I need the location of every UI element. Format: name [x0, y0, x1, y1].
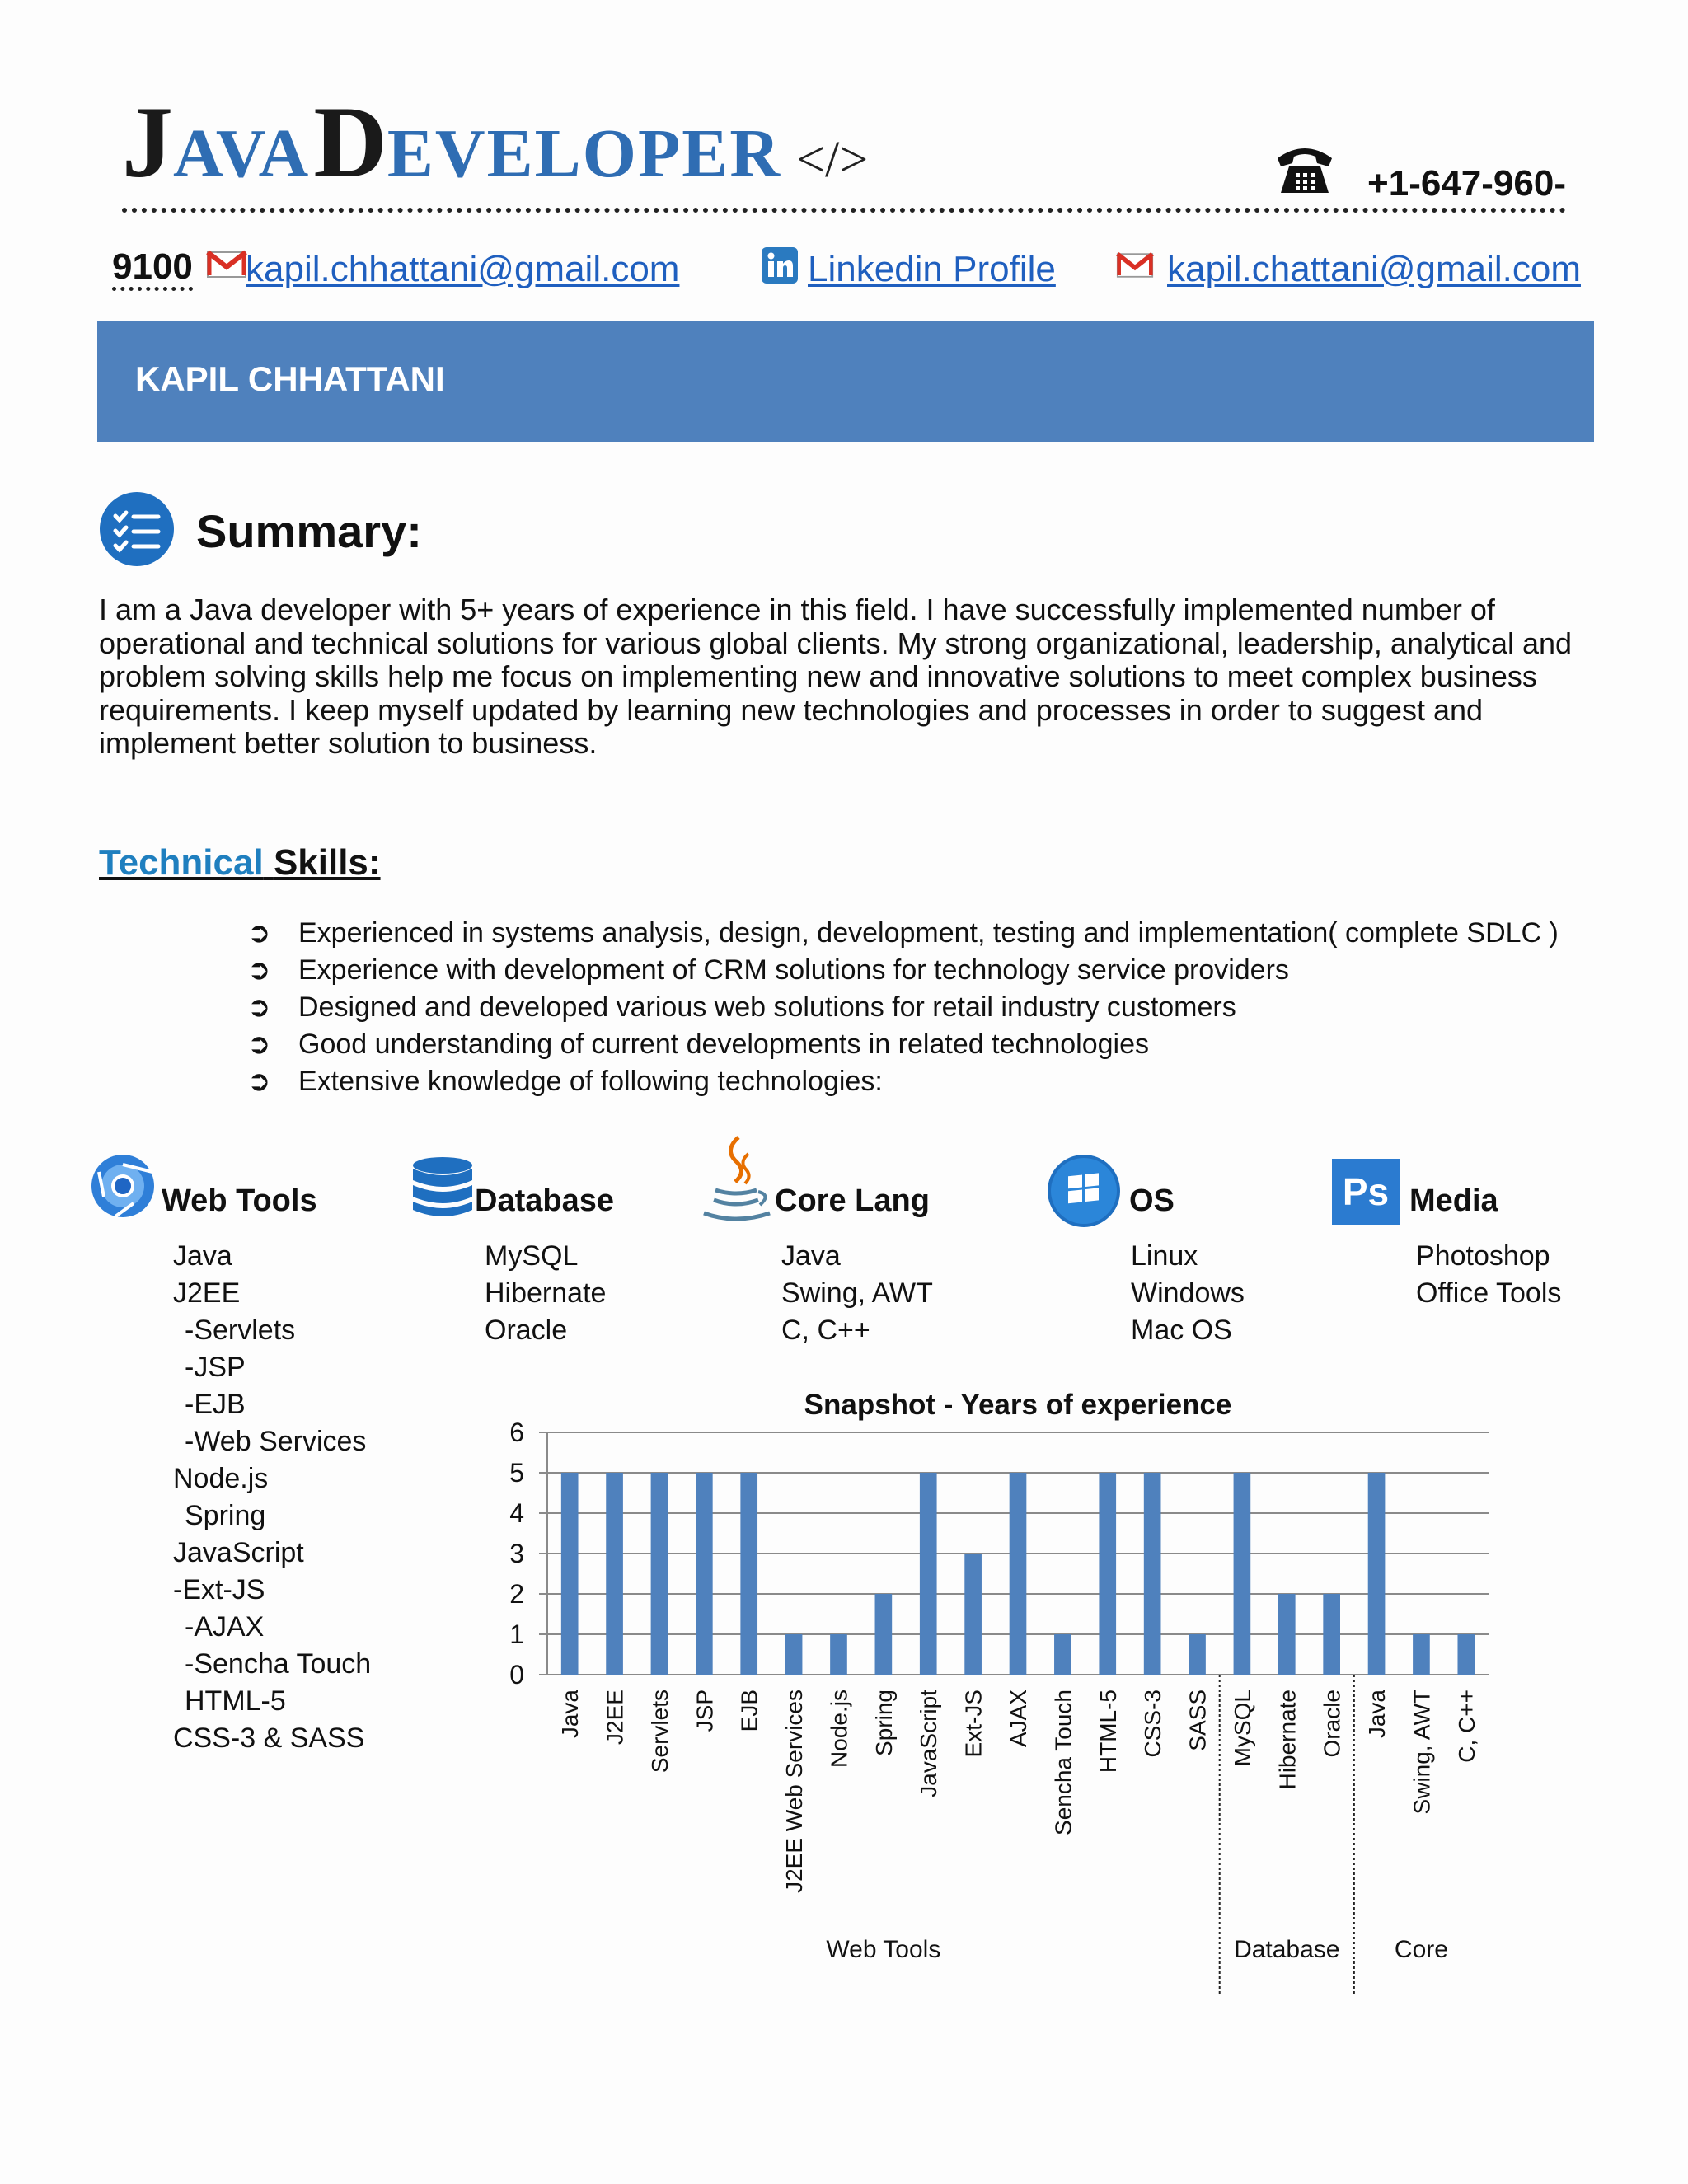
- chart-title: Snapshot - Years of experience: [804, 1389, 1232, 1421]
- bar: [606, 1473, 623, 1675]
- title-rest-developer: EVELOPER: [387, 115, 781, 192]
- y-tick-label: 6: [509, 1418, 524, 1447]
- list-item: -Sencha Touch: [185, 1648, 372, 1680]
- email-link-secondary[interactable]: kapil.chattani@gmail.com: [1167, 249, 1581, 289]
- bar: [740, 1473, 757, 1675]
- x-tick-label: JSP: [692, 1690, 718, 1732]
- x-tick-label: Java: [557, 1690, 584, 1739]
- list-item: HTML-5: [185, 1685, 286, 1717]
- list-item: Linux: [1131, 1240, 1198, 1272]
- category-os: OS: [1129, 1183, 1175, 1218]
- list-item: ➲ Designed and developed various web solutions for retail industry customers: [247, 989, 1559, 1026]
- bar: [696, 1473, 713, 1675]
- name-banner: [97, 321, 1594, 442]
- page-title: [122, 84, 868, 201]
- phone-number-tail: 9100: [112, 247, 193, 291]
- arrow-bullet-icon: ➲: [247, 954, 271, 986]
- y-tick-label: 4: [509, 1498, 524, 1528]
- list-item: Swing, AWT: [781, 1277, 933, 1309]
- x-tick-label: JavaScript: [916, 1690, 942, 1797]
- y-tick-label: 3: [509, 1539, 524, 1568]
- group-label: Database: [1234, 1936, 1340, 1963]
- arrow-bullet-icon: ➲: [247, 1029, 271, 1060]
- list-item: Windows: [1131, 1277, 1245, 1309]
- chart-svg: [462, 1385, 1500, 1994]
- svg-text:Ps: Ps: [1342, 1170, 1390, 1213]
- phone-number: +1-647-960-: [1367, 163, 1566, 204]
- x-tick-label: Oracle: [1319, 1690, 1345, 1758]
- list-item: -Servlets: [185, 1315, 296, 1346]
- title-bar: [122, 86, 1566, 213]
- title-rest-java: AVA: [173, 115, 311, 192]
- heading-skills: Skills:: [273, 842, 381, 883]
- bar: [964, 1554, 982, 1675]
- bar: [1323, 1594, 1340, 1675]
- title-initial-d: D: [313, 86, 387, 199]
- list-item: -EJB: [185, 1389, 246, 1420]
- core-lang-list: [781, 1238, 933, 1349]
- list-item: Photoshop: [1416, 1240, 1550, 1272]
- x-tick-label: Hibernate: [1274, 1690, 1301, 1790]
- list-item: Mac OS: [1131, 1315, 1232, 1346]
- list-item: Java: [173, 1240, 232, 1272]
- list-item: JavaScript: [173, 1537, 304, 1568]
- list-item: J2EE: [173, 1277, 241, 1309]
- bar: [1054, 1634, 1071, 1675]
- linkedin-profile-link[interactable]: Linkedin Profile: [808, 249, 1056, 289]
- list-item: -AJAX: [185, 1611, 265, 1643]
- x-tick-label: MySQL: [1229, 1690, 1255, 1767]
- x-tick-label: HTML-5: [1095, 1690, 1121, 1774]
- email-link-primary[interactable]: kapil.chhattani@gmail.com: [246, 249, 680, 289]
- summary-heading: Summary:: [196, 505, 422, 557]
- category-core-lang: Core Lang: [775, 1183, 930, 1218]
- list-item: -Ext-JS: [173, 1574, 265, 1605]
- photoshop-icon: [1332, 1159, 1400, 1225]
- arrow-bullet-icon: ➲: [247, 991, 271, 1023]
- x-tick-label: SASS: [1184, 1690, 1211, 1751]
- bar: [1010, 1473, 1027, 1675]
- group-label: Core: [1394, 1936, 1448, 1963]
- x-tick-label: AJAX: [1006, 1690, 1031, 1748]
- x-tick-label: C, C++: [1453, 1690, 1479, 1763]
- telephone-icon: [1274, 142, 1335, 196]
- summary-paragraph: I am a Java developer with 5+ years of experience in this field. I have successfully implemented number of operational and technical solutions for various global clients. My strong organizational, leadership, analytical and problem solving skills help me focus on implementing new and innovative solutions to meet complex business requirements. I keep myself updated by learning new technologies and processes in order to suggest and implement better solution to business.: [99, 593, 1573, 760]
- media-list: [1416, 1238, 1561, 1312]
- category-media: Media: [1409, 1183, 1498, 1218]
- category-database: Database: [475, 1183, 614, 1218]
- code-tag: </>: [796, 132, 869, 188]
- group-label: Web Tools: [826, 1936, 941, 1963]
- windows-icon: [1047, 1154, 1121, 1228]
- x-tick-label: CSS-3: [1140, 1690, 1166, 1758]
- arrow-bullet-icon: ➲: [247, 917, 271, 949]
- candidate-name: KAPIL CHHATTANI: [135, 359, 445, 398]
- database-list: [485, 1238, 606, 1349]
- title-initial-j: J: [122, 86, 173, 199]
- y-tick-label: 1: [509, 1619, 524, 1649]
- x-tick-label: J2EE: [602, 1690, 628, 1745]
- bar: [1278, 1594, 1296, 1675]
- x-tick-label: Java: [1364, 1690, 1390, 1739]
- skills-bullet-list: [247, 915, 1559, 1100]
- x-tick-label: Servlets: [646, 1690, 673, 1774]
- list-item: ➲ Experienced in systems analysis, design, development, testing and implementation( complete SDLC ): [247, 915, 1559, 952]
- bar: [1189, 1634, 1206, 1675]
- web-tools-list: [173, 1238, 371, 1757]
- list-item: ➲ Extensive knowledge of following technologies:: [247, 1063, 1559, 1100]
- list-item: Java: [781, 1240, 841, 1272]
- heading-technical: Technical: [99, 842, 264, 883]
- experience-chart: [462, 1385, 1500, 1994]
- list-item: C, C++: [781, 1315, 870, 1346]
- bar: [1368, 1473, 1386, 1675]
- x-tick-label: Ext-JS: [960, 1690, 987, 1758]
- list-item: MySQL: [485, 1240, 579, 1272]
- bar: [1099, 1473, 1116, 1675]
- list-item: -Web Services: [185, 1426, 367, 1457]
- y-tick-label: 0: [509, 1660, 524, 1690]
- bar: [785, 1634, 803, 1675]
- bar: [1413, 1634, 1430, 1675]
- bar: [920, 1473, 937, 1675]
- list-item: Hibernate: [485, 1277, 607, 1309]
- gmail-icon-secondary: [1116, 251, 1154, 280]
- x-tick-label: Sencha Touch: [1050, 1690, 1076, 1835]
- list-item: Node.js: [173, 1463, 269, 1494]
- list-item: CSS-3 & SASS: [173, 1722, 365, 1754]
- list-item: Office Tools: [1416, 1277, 1562, 1309]
- y-tick-label: 5: [509, 1458, 524, 1488]
- x-tick-label: J2EE Web Services: [781, 1690, 808, 1893]
- list-item: -JSP: [185, 1352, 246, 1383]
- bar: [875, 1594, 893, 1675]
- list-item: ➲ Good understanding of current developments in related technologies: [247, 1026, 1559, 1063]
- arrow-bullet-icon: ➲: [247, 1066, 271, 1097]
- bar: [1234, 1473, 1251, 1675]
- gmail-icon: [206, 249, 247, 280]
- bar: [561, 1473, 579, 1675]
- bar: [1144, 1473, 1161, 1675]
- bar: [1457, 1634, 1475, 1675]
- os-list: [1131, 1238, 1245, 1349]
- checklist-icon: [99, 491, 175, 567]
- list-item: Spring: [185, 1500, 266, 1531]
- x-tick-label: Node.js: [826, 1690, 852, 1768]
- category-web-tools: Web Tools: [162, 1183, 317, 1218]
- database-icon: [410, 1155, 475, 1220]
- bar: [830, 1634, 847, 1675]
- java-icon: [699, 1134, 773, 1225]
- x-tick-label: Swing, AWT: [1409, 1690, 1435, 1815]
- technical-skills-heading: [99, 842, 381, 883]
- chrome-icon: [91, 1154, 155, 1218]
- bar: [651, 1473, 668, 1675]
- list-item: ➲ Experience with development of CRM solutions for technology service providers: [247, 952, 1559, 989]
- y-tick-label: 2: [509, 1579, 524, 1609]
- list-item: Oracle: [485, 1315, 568, 1346]
- x-tick-label: EJB: [736, 1690, 762, 1732]
- x-tick-label: Spring: [870, 1690, 897, 1756]
- linkedin-icon: [762, 247, 798, 284]
